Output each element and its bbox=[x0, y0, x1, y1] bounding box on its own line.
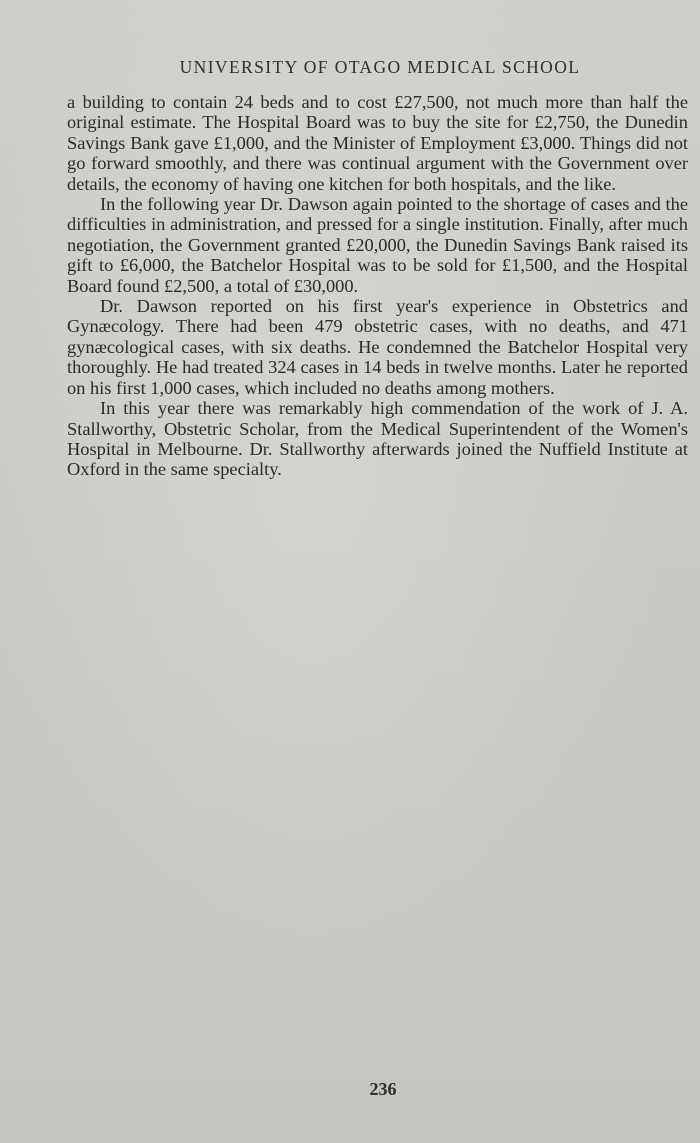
page-number: 236 bbox=[369, 1079, 397, 1099]
body-text bbox=[67, 92, 688, 480]
running-head: UNIVERSITY OF OTAGO MEDICAL SCHOOL bbox=[179, 57, 581, 77]
paragraph: In this year there was remarkably high commendation of the work of J. A. Stallworthy, Obstetric Scholar, from the Medical Superintendent of the Women's Hospital in Melbourne. Dr. Stallworthy afterwards joined the Nuffield Institute at Oxford in the same specialty. bbox=[67, 398, 688, 480]
paragraph: In the following year Dr. Dawson again pointed to the shortage of cases and the difficulties in administration, and pressed for a single institution. Finally, after much negotiation, the Government granted £20,000, the Dunedin Savings Bank raised its gift to £6,000, the Batchelor Hospital was to be sold for £1,500, and the Hospital Board found £2,500, a total of £30,000. bbox=[67, 194, 688, 296]
paragraph: a building to contain 24 beds and to cost £27,500, not much more than half the original estimate. The Hospital Board was to buy the site for £2,750, the Dunedin Savings Bank gave £1,000, and the Minister of Employment £3,000. Things did not go forward smoothly, and there was continual argument with the Government over details, the economy of having one kitchen for both hospitals, and the like. bbox=[67, 92, 688, 194]
paragraph: Dr. Dawson reported on his first year's experience in Obstetrics and Gynæcology. There had been 479 obstetric cases, with no deaths, and 471 gynæcological cases, with six deaths. He condemned the Batchelor Hospital very thoroughly. He had treated 324 cases in 14 beds in twelve months. Later he reported on his first 1,000 cases, which included no deaths among mothers. bbox=[67, 296, 688, 398]
